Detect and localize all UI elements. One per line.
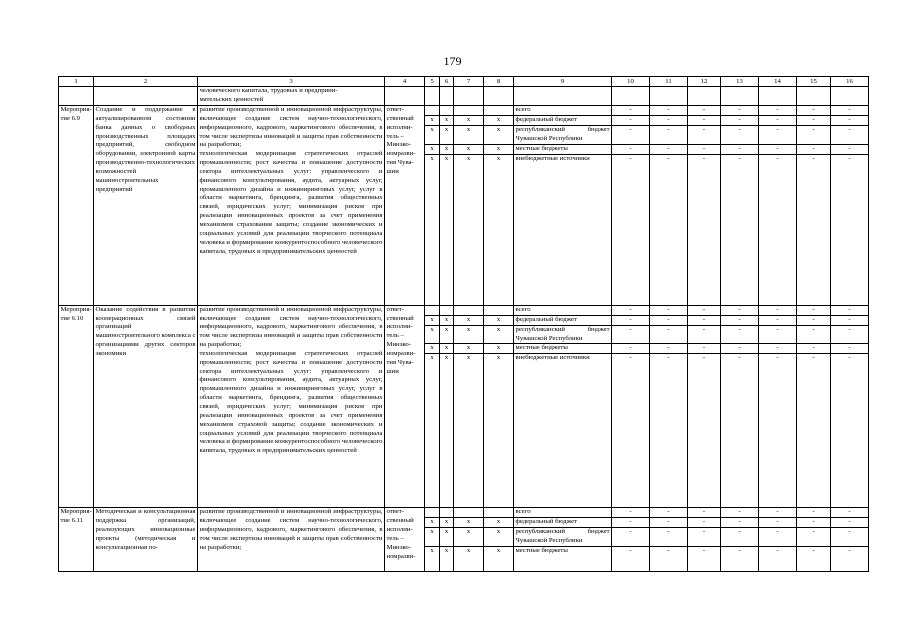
header-cell: 2: [94, 77, 198, 87]
amount-cell: -: [721, 305, 759, 315]
header-cell: 10: [612, 77, 650, 87]
amount-cell: -: [797, 126, 831, 145]
code-cell: x: [425, 518, 440, 528]
amount-cell: -: [831, 315, 869, 325]
measure-executor: ответ- ственный исполни- тель – Минэко- номразви-: [385, 508, 425, 572]
header-cell: 3: [198, 77, 385, 87]
amount-cell: -: [759, 144, 797, 154]
amount-cell: -: [831, 305, 869, 315]
funding-source: внебюджетные источники: [514, 154, 612, 305]
code-cell: x: [454, 354, 484, 508]
header-cell: 9: [514, 77, 612, 87]
amount-cell: -: [831, 106, 869, 116]
header-cell: 6: [440, 77, 454, 87]
amount-cell: -: [759, 325, 797, 344]
header-cell: 14: [759, 77, 797, 87]
code-cell: x: [440, 116, 454, 126]
amount-cell: -: [759, 154, 797, 305]
code-cell: x: [484, 144, 514, 154]
amount-cell: -: [797, 508, 831, 518]
amount-cell: -: [831, 154, 869, 305]
amount-cell: -: [612, 126, 650, 145]
amount-cell: -: [721, 528, 759, 547]
amount-cell: -: [759, 354, 797, 508]
amount-cell: -: [612, 508, 650, 518]
funding-source: всего: [514, 106, 612, 116]
amount-cell: -: [831, 144, 869, 154]
header-cell: 5: [425, 77, 440, 87]
amount-cell: -: [831, 508, 869, 518]
code-cell: x: [454, 154, 484, 305]
amount-cell: -: [650, 315, 688, 325]
code-cell: x: [454, 518, 484, 528]
funding-source: местные бюджеты: [514, 144, 612, 154]
measure-id: Мероприя- тие 6.9: [59, 106, 94, 306]
table-row: [59, 305, 869, 315]
amount-cell: -: [650, 144, 688, 154]
amount-cell: -: [650, 344, 688, 354]
measure-expected-result: развитие производственной и инновационной инфраструктуры, включающее создание систем научно-технологического, информационного, кадрового, маркетингового обеспечения, в том числе экспертизы инноваций и защиты прав собственности на разработки; технологическая модернизация стратегических отраслей промышленности; рост качества и повышение доступности сектора интеллектуальных услуг: управленческого и финансового консультирования, аудита, актуарных услуг, промышленного дизайна и инжиниринговых услуг, услуг в области маркетинга, брендинга, развития общественных связей, юридических услуг; минимизация рисков при реализации инновационных проектов за счет применения механизмов страховой защиты; создание экономических и социальных условий для реализации творческого потенциала человека и формирование конкурентоспособного человеческого капитала, трудовых и предпринимательских ценностей: [198, 305, 385, 508]
amount-cell: -: [797, 144, 831, 154]
amount-cell: -: [612, 528, 650, 547]
code-cell: x: [454, 126, 484, 145]
amount-cell: -: [797, 325, 831, 344]
amount-cell: -: [831, 528, 869, 547]
measure-id: Мероприя- тие 6.10: [59, 305, 94, 508]
amount-cell: -: [650, 106, 688, 116]
code-cell: x: [484, 528, 514, 547]
code-cell: x: [484, 344, 514, 354]
code-cell: x: [425, 126, 440, 145]
code-cell: x: [425, 344, 440, 354]
code-cell: x: [454, 116, 484, 126]
amount-cell: -: [759, 518, 797, 528]
amount-cell: -: [688, 106, 721, 116]
code-cell: x: [484, 325, 514, 344]
table-row: [59, 508, 869, 518]
amount-cell: -: [721, 154, 759, 305]
amount-cell: -: [721, 106, 759, 116]
amount-cell: -: [721, 315, 759, 325]
amount-cell: -: [612, 344, 650, 354]
code-cell: x: [440, 144, 454, 154]
code-cell: x: [425, 528, 440, 547]
code-cell: x: [454, 325, 484, 344]
amount-cell: -: [759, 116, 797, 126]
amount-cell: -: [797, 315, 831, 325]
amount-cell: -: [759, 528, 797, 547]
amount-cell: -: [831, 354, 869, 508]
amount-cell: -: [688, 144, 721, 154]
amount-cell: -: [612, 154, 650, 305]
amount-cell: -: [650, 528, 688, 547]
code-cell: x: [440, 518, 454, 528]
funding-source: местные бюджеты: [514, 344, 612, 354]
amount-cell: -: [759, 315, 797, 325]
funding-source: всего: [514, 305, 612, 315]
table-row: [59, 106, 869, 116]
header-cell: 8: [484, 77, 514, 87]
amount-cell: -: [721, 126, 759, 145]
amount-cell: -: [797, 354, 831, 508]
amount-cell: -: [831, 547, 869, 572]
amount-cell: -: [688, 116, 721, 126]
header-cell: 12: [688, 77, 721, 87]
amount-cell: -: [612, 518, 650, 528]
amount-cell: -: [688, 508, 721, 518]
amount-cell: -: [797, 547, 831, 572]
program-table: [58, 76, 869, 572]
amount-cell: -: [759, 305, 797, 315]
code-cell: x: [484, 116, 514, 126]
amount-cell: -: [688, 154, 721, 305]
amount-cell: -: [721, 518, 759, 528]
header-row: [59, 77, 869, 87]
code-cell: [484, 508, 514, 518]
funding-source: федеральный бюджет: [514, 116, 612, 126]
amount-cell: -: [688, 344, 721, 354]
funding-source: республиканский бюджет Чувашской Республики: [514, 528, 612, 547]
code-cell: [440, 305, 454, 315]
amount-cell: -: [650, 325, 688, 344]
amount-cell: -: [831, 126, 869, 145]
amount-cell: -: [688, 315, 721, 325]
funding-source: республиканский бюджет Чувашской Республики: [514, 126, 612, 145]
code-cell: x: [425, 116, 440, 126]
amount-cell: -: [688, 305, 721, 315]
header-cell: 16: [831, 77, 869, 87]
amount-cell: -: [688, 547, 721, 572]
code-cell: x: [440, 547, 454, 572]
amount-cell: -: [650, 547, 688, 572]
header-cell: 13: [721, 77, 759, 87]
code-cell: x: [454, 528, 484, 547]
amount-cell: -: [831, 325, 869, 344]
header-cell: 15: [797, 77, 831, 87]
code-cell: [440, 508, 454, 518]
code-cell: x: [425, 154, 440, 305]
amount-cell: -: [650, 154, 688, 305]
code-cell: x: [454, 144, 484, 154]
code-cell: x: [440, 126, 454, 145]
amount-cell: -: [688, 528, 721, 547]
code-cell: x: [484, 154, 514, 305]
funding-source: федеральный бюджет: [514, 315, 612, 325]
amount-cell: -: [797, 518, 831, 528]
amount-cell: -: [612, 106, 650, 116]
code-cell: x: [484, 518, 514, 528]
code-cell: [484, 106, 514, 116]
amount-cell: -: [688, 354, 721, 508]
amount-cell: -: [688, 126, 721, 145]
amount-cell: -: [688, 325, 721, 344]
code-cell: [454, 508, 484, 518]
funding-source: всего: [514, 508, 612, 518]
amount-cell: -: [612, 305, 650, 315]
amount-cell: -: [797, 154, 831, 305]
amount-cell: -: [612, 325, 650, 344]
code-cell: x: [425, 354, 440, 508]
code-cell: [425, 106, 440, 116]
amount-cell: -: [721, 354, 759, 508]
amount-cell: -: [721, 344, 759, 354]
amount-cell: -: [759, 547, 797, 572]
code-cell: x: [425, 315, 440, 325]
code-cell: x: [454, 344, 484, 354]
amount-cell: -: [612, 116, 650, 126]
amount-cell: -: [612, 315, 650, 325]
amount-cell: -: [759, 126, 797, 145]
code-cell: x: [440, 154, 454, 305]
continuation-text: человеческого капитала, трудовых и предприни- мательских ценностей: [198, 87, 385, 106]
header-cell: 11: [650, 77, 688, 87]
code-cell: x: [454, 547, 484, 572]
amount-cell: -: [612, 547, 650, 572]
amount-cell: -: [650, 354, 688, 508]
code-cell: x: [440, 325, 454, 344]
measure-name: Методическая и консультационная поддержка организаций, реализующих инновационные проекты (методическая и консультационная по-: [94, 508, 198, 572]
measure-expected-result: развитие производственной и инновационной инфраструктуры, включающее создание систем научно-технологического, информационного, кадрового, маркетингового обеспечения, в том числе экспертизы инноваций и защиты прав собственности на разработки;: [198, 508, 385, 572]
amount-cell: -: [650, 518, 688, 528]
funding-source: республиканский бюджет Чувашской Республики: [514, 325, 612, 344]
code-cell: [425, 305, 440, 315]
amount-cell: -: [831, 518, 869, 528]
code-cell: x: [425, 325, 440, 344]
amount-cell: -: [650, 508, 688, 518]
code-cell: x: [440, 315, 454, 325]
page-number: 179: [443, 54, 462, 68]
code-cell: x: [484, 126, 514, 145]
measure-name: Создание и поддержание в актуализированном состоянии банка данных о свободных производственных площадях предприятий, свободном оборудовании, электронной карты производственно-технологических возможностей машиностроительных предприятий: [94, 106, 198, 306]
code-cell: [440, 106, 454, 116]
measure-name: Оказание содействия в развитии кооперационных связей организаций машиностроительного комплекса с организациями других секторов экономики: [94, 305, 198, 508]
code-cell: [454, 106, 484, 116]
code-cell: x: [484, 315, 514, 325]
amount-cell: -: [797, 106, 831, 116]
amount-cell: -: [759, 344, 797, 354]
code-cell: x: [440, 528, 454, 547]
amount-cell: -: [831, 344, 869, 354]
funding-source: внебюджетные источники: [514, 354, 612, 508]
code-cell: x: [425, 144, 440, 154]
amount-cell: -: [612, 144, 650, 154]
amount-cell: -: [721, 144, 759, 154]
code-cell: [425, 508, 440, 518]
amount-cell: -: [721, 547, 759, 572]
code-cell: x: [440, 344, 454, 354]
funding-source: федеральный бюджет: [514, 518, 612, 528]
amount-cell: -: [759, 106, 797, 116]
amount-cell: -: [759, 508, 797, 518]
code-cell: x: [425, 547, 440, 572]
code-cell: x: [484, 354, 514, 508]
code-cell: [484, 305, 514, 315]
amount-cell: -: [650, 305, 688, 315]
code-cell: x: [484, 547, 514, 572]
amount-cell: -: [831, 116, 869, 126]
amount-cell: -: [721, 116, 759, 126]
header-cell: 4: [385, 77, 425, 87]
amount-cell: -: [650, 126, 688, 145]
amount-cell: -: [797, 305, 831, 315]
amount-cell: -: [797, 528, 831, 547]
amount-cell: -: [688, 518, 721, 528]
amount-cell: -: [721, 325, 759, 344]
header-cell: 7: [454, 77, 484, 87]
code-cell: x: [440, 354, 454, 508]
code-cell: [454, 305, 484, 315]
code-cell: x: [454, 315, 484, 325]
header-cell: 1: [59, 77, 94, 87]
amount-cell: -: [797, 116, 831, 126]
continuation-row: [59, 87, 869, 106]
measure-expected-result: развитие производственной и инновационной инфраструктуры, включающее создание систем научно-технологического, информационного, кадрового, маркетингового обеспечения, в том числе экспертизы инноваций и защиты прав собственности на разработки; технологическая модернизация стратегических отраслей промышленности; рост качества и повышение доступности сектора интеллектуальных услуг: управленческого и финансового консультирования, аудита, актуарных услуг, промышленного дизайна и инжиниринговых услуг, услуг в области маркетинга, брендинга, развития общественных связей, юридических услуг; минимизация рисков при реализации инновационных проектов за счет применения механизмов страхования защиты; создание экономических и социальных условий для реализации творческого потенциала человека и формирование конкурентоспособного человеческого капитала, трудовых и предпринимательских ценностей: [198, 106, 385, 306]
amount-cell: -: [721, 508, 759, 518]
funding-source: местные бюджеты: [514, 547, 612, 572]
measure-executor: ответ- ственный исполни- тель – Минэко- номразви- тия Чува- шии: [385, 106, 425, 306]
amount-cell: -: [650, 116, 688, 126]
amount-cell: -: [612, 354, 650, 508]
measure-executor: ответ- ственный исполни- тель – Минэко- номразви- тия Чува- шии: [385, 305, 425, 508]
amount-cell: -: [797, 344, 831, 354]
measure-id: Мероприя- тие 6.11: [59, 508, 94, 572]
